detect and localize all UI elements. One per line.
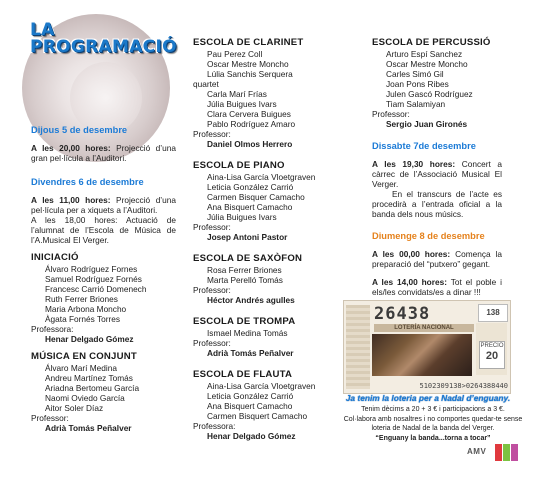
- member: Naomi Oviedo García: [45, 393, 125, 403]
- member: Carla Marí Frías: [207, 89, 267, 99]
- member: Arturo Espí Sanchez: [386, 49, 463, 59]
- teacher-name: Adrià Tomás Peñalver: [207, 348, 294, 358]
- lottery-slogan: “Enguany la banda...torna a tocar”: [375, 434, 491, 442]
- member: Francesc Carrió Domenech: [45, 284, 147, 294]
- date-saturday: Dissabte 7de desembre: [372, 141, 476, 151]
- event-saturday-1: A les 19,30 hores: Concert a càrrec de l’Associació Musical El Verger.: [372, 159, 502, 189]
- section-iniciacio: INICIACIÓ: [31, 252, 79, 263]
- role-label: Professor:: [31, 413, 69, 423]
- ticket-barcode: 5102309138>0264388440: [419, 382, 508, 390]
- teacher-name: Henar Delgado Gómez: [207, 431, 296, 441]
- member: Álvaro Marí Medina: [45, 363, 117, 373]
- amv-logo: AMV: [467, 444, 527, 462]
- member: Àgata Fornés Torres: [45, 314, 121, 324]
- member: Marta Perelló Tomás: [207, 275, 283, 285]
- member: Aina-Lisa García Vloetgraven: [207, 172, 316, 182]
- member: Clara Cervera Buigues: [207, 109, 291, 119]
- member: Lúlia Sanchis Serquera: [207, 69, 293, 79]
- lottery-title: Ja tenim la loteria per a Nadal d’enguany.: [345, 393, 511, 403]
- member: Julen Gascó Rodríguez: [386, 89, 473, 99]
- member: Aitor Soler Díaz: [45, 403, 104, 413]
- role-label: Professor:: [193, 129, 231, 139]
- member-list: [31, 264, 176, 324]
- member: Joan Pons Ribes: [386, 79, 449, 89]
- member: Samuel Rodríguez Fornés: [45, 274, 142, 284]
- section-flauta: ESCOLA DE FLAUTA: [193, 369, 293, 380]
- member: Carmen Bisquer Camacho: [207, 192, 305, 202]
- role-label: Professora:: [31, 324, 74, 334]
- role-label: Professor:: [193, 285, 231, 295]
- section-saxofon: ESCOLA DE SAXÒFON: [193, 253, 303, 264]
- member: Álvaro Rodríguez Fornes: [45, 264, 138, 274]
- quartet-label: quartet: [193, 79, 219, 89]
- date-sunday: Diumenge 8 de desembre: [372, 231, 485, 241]
- member: Andreu Martínez Tomás: [45, 373, 133, 383]
- member: Oscar Mestre Moncho: [207, 59, 289, 69]
- member: Júlia Buigues Ivars: [207, 99, 277, 109]
- member: Rosa Ferrer Briones: [207, 265, 282, 275]
- teacher-name: Henar Delgado Gómez: [45, 334, 134, 344]
- ticket-header: LOTERÍA NACIONAL: [374, 324, 474, 332]
- lottery-info: Tenim dècims a 20 + 3 € i participacions a 3 €. Col·labora amb nosaltres i no comportes quedar-te sense loteria de Nadal de la banda del Verger. “Enguany la banda...torna a tocar”: [343, 406, 523, 442]
- ticket-price-badge: PRECIO 20: [479, 341, 505, 369]
- section-piano: ESCOLA DE PIANO: [193, 160, 285, 171]
- lottery-ticket-image: [343, 300, 511, 394]
- member: Carmen Bisquert Camacho: [207, 411, 308, 421]
- member: Ana Bisquert Camacho: [207, 401, 293, 411]
- date-thursday: Dijous 5 de desembre: [31, 125, 128, 135]
- teacher-name: Adrià Tomás Peñalver: [45, 423, 132, 433]
- logo-bar-red: [495, 444, 502, 461]
- event-friday-2: A les 18,00 hores: Actuació de l’alumnat de l’Escola de Música de l’A.Musical El Verger.: [31, 215, 176, 245]
- member-list: [31, 363, 176, 413]
- member: Leticia González Carrió: [207, 391, 294, 401]
- teacher-name: Héctor Andrés agulles: [207, 295, 295, 305]
- member: Júlia Buigues Ivars: [207, 212, 277, 222]
- section-trompa: ESCOLA DE TROMPA: [193, 316, 296, 327]
- ticket-number: 26438: [374, 304, 431, 324]
- logo-bar-green: [503, 444, 510, 461]
- member: Aina-Lisa García Vloetgraven: [207, 381, 316, 391]
- member: Ismael Medina Tomás: [207, 328, 288, 338]
- member: Ariadna Bertomeu García: [45, 383, 140, 393]
- member: Pau Perez Coll: [207, 49, 263, 59]
- teacher-name: Sergio Juan Gironés: [386, 119, 468, 129]
- member: Oscar Mestre Moncho: [386, 59, 468, 69]
- date-friday: Divendres 6 de desembre: [31, 177, 144, 187]
- column-middle: [193, 38, 358, 441]
- column-right: [372, 38, 502, 297]
- ticket-painting: [372, 334, 472, 376]
- event-sunday-1: A les 00,00 hores: Comença la preparació del “putxero” gegant.: [372, 249, 502, 269]
- event-thursday: A les 20,00 hores: Projecció d’una gran pel·lícula a l’Auditori.: [31, 143, 176, 163]
- section-clarinet: ESCOLA DE CLARINET: [193, 37, 304, 48]
- page-title: LA PROGRAMACIÓ: [30, 20, 177, 57]
- column-left: [31, 125, 176, 433]
- event-friday-1: A les 11,00 hores: Projecció d’una pel·lícula per a xiquets a l’Auditori.: [31, 195, 176, 215]
- section-percussio: ESCOLA DE PERCUSSIÓ: [372, 37, 491, 48]
- teacher-name: Daniel Olmos Herrero: [207, 139, 293, 149]
- event-saturday-2: En el transcurs de l’acte es procedirà a l’entrada oficial a la banda dels nous músics.: [372, 189, 502, 219]
- member: Tiam Salamiyan: [386, 99, 446, 109]
- teacher-name: Josep Antoni Pastor: [207, 232, 288, 242]
- member: Maria Arbona Moncho: [45, 304, 127, 314]
- member: Carles Simó Gil: [386, 69, 444, 79]
- member: Ruth Ferrer Briones: [45, 294, 118, 304]
- section-musica-conjunt: MÚSICA EN CONJUNT: [31, 351, 137, 362]
- member: Leticia González Carrió: [207, 182, 294, 192]
- role-label: Professor:: [193, 338, 231, 348]
- role-label: Professora:: [193, 421, 236, 431]
- member: Pablo Rodríguez Amaro: [207, 119, 296, 129]
- member: Ana Bisquert Camacho: [207, 202, 293, 212]
- role-label: Professor:: [372, 109, 410, 119]
- role-label: Professor:: [193, 222, 231, 232]
- logo-bar-purple: [511, 444, 518, 461]
- ticket-series: 138: [478, 304, 508, 322]
- event-sunday-2: A les 14,00 hores: Tot el poble i els/les convidats/es a dinar !!!: [372, 277, 502, 297]
